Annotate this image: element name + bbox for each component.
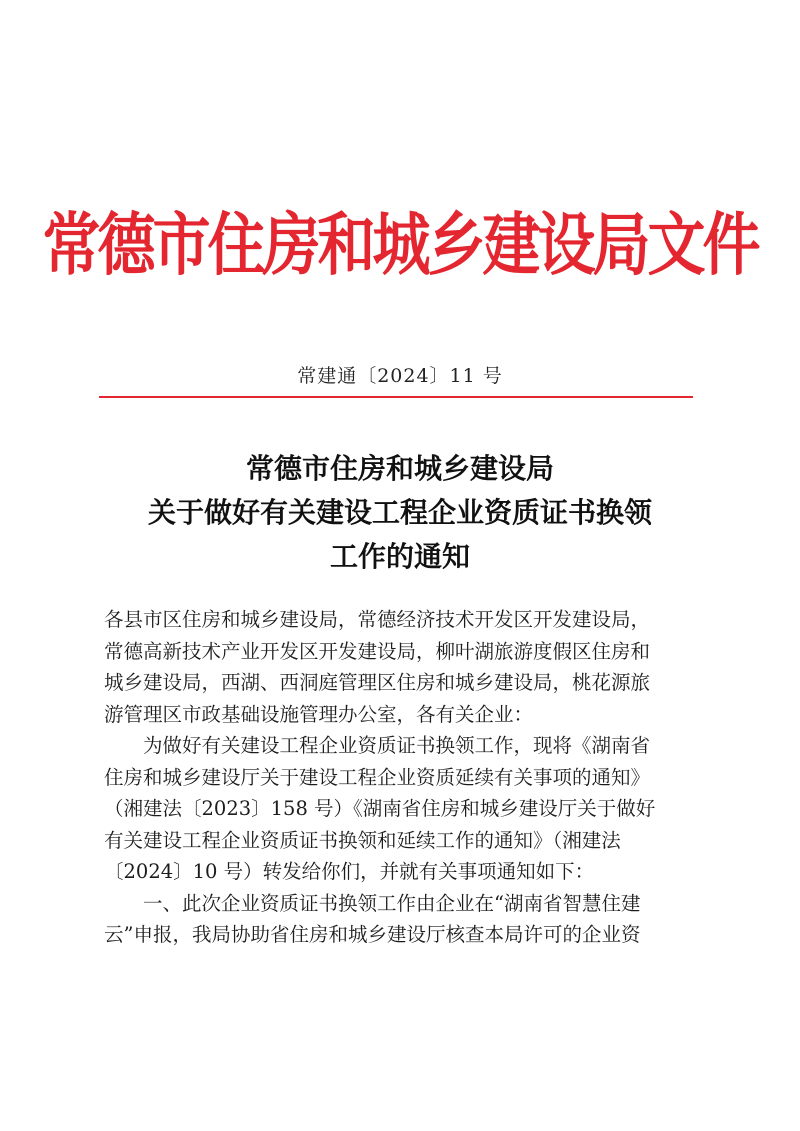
- text-line: 〔2024〕10 号）转发给你们，并就有关事项通知如下：: [104, 860, 595, 883]
- document-body: [104, 604, 696, 951]
- text-line: 游管理区市政基础设施管理办公室，各有关企业：: [104, 702, 534, 726]
- issuer-banner: 常德市住房和城乡建设局文件: [42, 204, 758, 286]
- title-line-1: 常德市住房和城乡建设局: [245, 452, 554, 485]
- text-line: 住房和城乡建设厅关于建设工程企业资质延续有关事项的通知》: [104, 765, 651, 789]
- intro-paragraph: [104, 730, 696, 888]
- text-line: 有关建设工程企业资质证书换领和延续工作的通知》（湘建法: [104, 828, 621, 852]
- text-line: 城乡建设局，西湖、西洞庭管理区住房和城乡建设局，桃花源旅: [104, 671, 651, 694]
- red-divider-line: [99, 396, 693, 398]
- text-line: 各县市区住房和城乡建设局，常德经济技术开发区开发建设局，: [104, 608, 651, 631]
- item-1-paragraph: [104, 888, 696, 951]
- text-line: 一、此次企业资质证书换领工作由企业在“湖南省智慧住建: [143, 891, 641, 915]
- text-line: 常德高新技术产业开发区开发建设局，柳叶湖旅游度假区住房和: [104, 639, 651, 663]
- addressee-paragraph: [104, 604, 696, 730]
- text-line: （湘建法〔2023〕158 号）《湖南省住房和城乡建设厅关于做好: [104, 797, 656, 820]
- document-title: [0, 447, 800, 579]
- text-line: 云”申报，我局协助省住房和城乡建设厅核查本局许可的企业资: [104, 923, 641, 946]
- text-line: 为做好有关建设工程企业资质证书换领工作，现将《湖南省: [143, 734, 651, 757]
- document-number: 常建通〔2024〕11 号: [297, 365, 503, 387]
- title-line-2: 关于做好有关建设工程企业资质证书换领: [147, 496, 652, 529]
- title-line-3: 工作的通知: [329, 540, 470, 573]
